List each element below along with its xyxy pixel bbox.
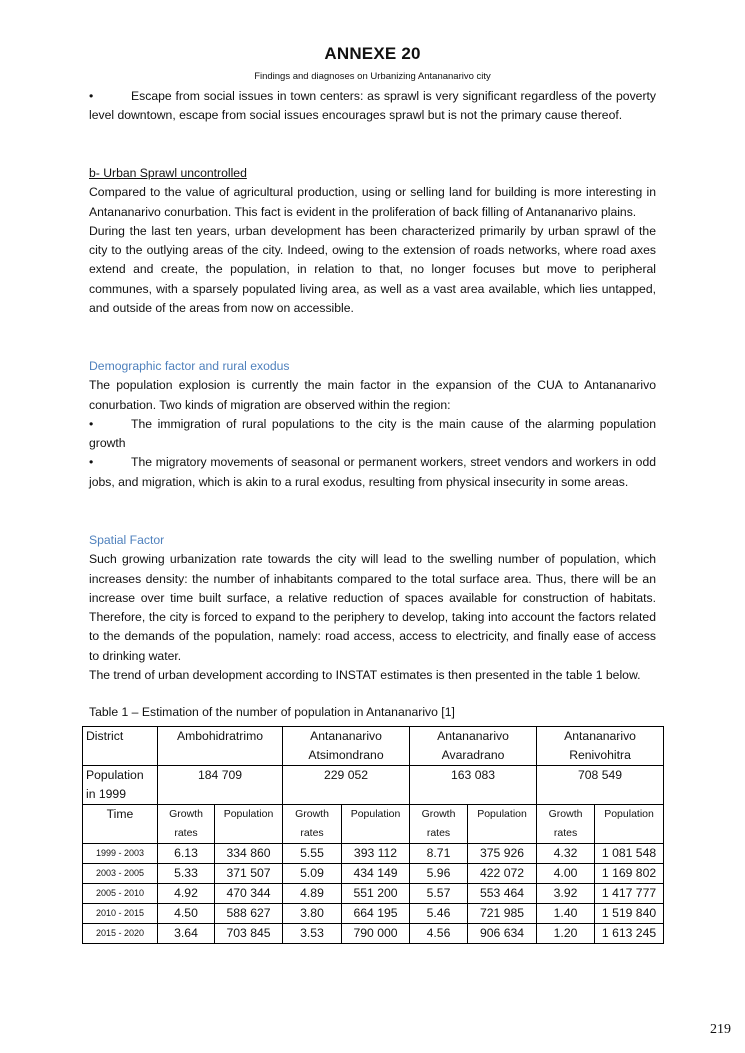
period-cell: 2015 - 2020 [83,924,158,944]
population-header: Population [595,805,664,844]
demographic-section [89,357,656,492]
population-cell: 1 613 245 [595,924,664,944]
growth-header: Growth rates [410,805,468,844]
demographic-bullet-1: • The immigration of rural populations to the city is the main cause of the alarming population growth [89,416,656,451]
spatial-paragraph-2: The trend of urban development according to INSTAT estimates is then presented in the table 1 below. [89,668,641,683]
population-1999-row [83,766,664,805]
bullet-marker: • [89,89,94,103]
population-header: Population [215,805,283,844]
urban-sprawl-paragraph-1: Compared to the value of agricultural production, using or selling land for building is more interesting in Antananarivo conurbation. This fact is evident in the proliferation of back filling of Antananarivo plains. [89,185,656,219]
spatial-section [89,531,656,685]
bullet-marker: • [89,455,94,470]
district-name: Antananarivo Atsimondrano [283,727,410,766]
growth-rate-cell: 3.64 [158,924,215,944]
population-1999-value: 229 052 [283,766,410,805]
growth-rate-cell: 6.13 [158,844,215,864]
population-cell: 551 200 [342,884,410,904]
population-1999-value: 708 549 [537,766,664,805]
population-cell: 721 985 [468,904,537,924]
growth-header: Growth rates [283,805,342,844]
population-cell: 422 072 [468,864,537,884]
table-caption: Table 1 – Estimation of the number of population in Antananarivo [1] [89,705,455,719]
growth-rate-cell: 3.92 [537,884,595,904]
growth-rate-cell: 5.09 [283,864,342,884]
population-cell: 790 000 [342,924,410,944]
population-cell: 1 417 777 [595,884,664,904]
growth-rate-cell: 4.92 [158,884,215,904]
page-number: 219 [710,1022,731,1037]
population-cell: 334 860 [215,844,283,864]
table-row [83,924,664,944]
population-cell: 906 634 [468,924,537,944]
growth-rate-cell: 3.80 [283,904,342,924]
period-cell: 2010 - 2015 [83,904,158,924]
spatial-paragraph-1: Such growing urbanization rate towards the city will lead to the swelling number of population, which increases density: the number of inhabitants compared to the total surface area. Thus, there will be an increase over time built surface, a relative reduction of spaces available for construction of habitats. Therefore, the city is forced to expand to the periphery to develop, taking into account the factors related to the demands of the population, namely: road access, access to electricity, and finally ease of access to drinking water. [89,552,656,663]
population-cell: 664 195 [342,904,410,924]
table-row [83,904,664,924]
growth-rate-cell: 4.56 [410,924,468,944]
population-cell: 553 464 [468,884,537,904]
district-name: Antananarivo Avaradrano [410,727,537,766]
urban-sprawl-heading: b- Urban Sprawl uncontrolled [89,166,247,180]
growth-rate-cell: 8.71 [410,844,468,864]
population-1999-label: Population in 1999 [83,766,158,805]
growth-rate-cell: 5.96 [410,864,468,884]
demographic-heading: Demographic factor and rural exodus [89,359,290,373]
page-title: ANNEXE 20 [324,44,421,63]
growth-rate-cell: 4.00 [537,864,595,884]
growth-rate-cell: 5.55 [283,844,342,864]
population-cell: 703 845 [215,924,283,944]
demographic-bullet-2: • The migratory movements of seasonal or permanent workers, street vendors and workers in odd jobs, and migration, which is akin to a rural exodus, resulting from physical insecurity in some areas. [89,455,656,489]
population-cell: 393 112 [342,844,410,864]
growth-rate-cell: 4.50 [158,904,215,924]
population-header: Population [468,805,537,844]
table-row [83,884,664,904]
growth-rate-cell: 4.32 [537,844,595,864]
escape-text: Escape from social issues in town centers: as sprawl is very significant regardless of the poverty level downtown, escape from social issues encourages sprawl but is not the primary cause thereof. [89,89,656,123]
escape-bullet-paragraph [89,87,656,126]
population-header: Population [342,805,410,844]
population-cell: 434 149 [342,864,410,884]
growth-rate-cell: 5.33 [158,864,215,884]
spatial-heading: Spatial Factor [89,533,165,547]
district-name: Antananarivo Renivohitra [537,727,664,766]
urban-sprawl-section [89,164,656,318]
population-1999-value: 163 083 [410,766,537,805]
growth-rate-cell: 5.46 [410,904,468,924]
period-cell: 1999 - 2003 [83,844,158,864]
population-table [82,726,664,944]
period-cell: 2003 - 2005 [83,864,158,884]
bullet-marker: • [89,416,94,431]
table-row [83,864,664,884]
growth-rate-cell: 1.20 [537,924,595,944]
population-1999-value: 184 709 [158,766,283,805]
district-label: District [83,727,158,766]
period-cell: 2005 - 2010 [83,884,158,904]
population-cell: 470 344 [215,884,283,904]
time-label: Time [83,805,158,844]
population-cell: 1 519 840 [595,904,664,924]
table-row [83,844,664,864]
column-header-row [83,805,664,844]
population-cell: 1 081 548 [595,844,664,864]
growth-rate-cell: 3.53 [283,924,342,944]
population-cell: 588 627 [215,904,283,924]
district-header-row [83,727,664,766]
population-cell: 371 507 [215,864,283,884]
urban-sprawl-paragraph-2: During the last ten years, urban development has been characterized primarily by urban sprawl of the city to the outlying areas of the city. Indeed, owing to the extension of roads networks, where road axes extend and create, the population, in relation to that, no longer focuses but move to peripheral communes, with a sparsely populated living area, as well as a vast area available, which lies untapped, and outside of the areas from now on accessible. [89,223,656,316]
demographic-intro: The population explosion is currently the main factor in the expansion of the CUA to Antananarivo conurbation. Two kinds of migration are observed within the region: [89,378,656,412]
growth-header: Growth rates [158,805,215,844]
growth-rate-cell: 5.57 [410,884,468,904]
population-cell: 1 169 802 [595,864,664,884]
growth-rate-cell: 1.40 [537,904,595,924]
page-subtitle: Findings and diagnoses on Urbanizing Antananarivo city [254,71,491,82]
district-name: Ambohidratrimo [158,727,283,766]
growth-header: Growth rates [537,805,595,844]
growth-rate-cell: 4.89 [283,884,342,904]
population-cell: 375 926 [468,844,537,864]
